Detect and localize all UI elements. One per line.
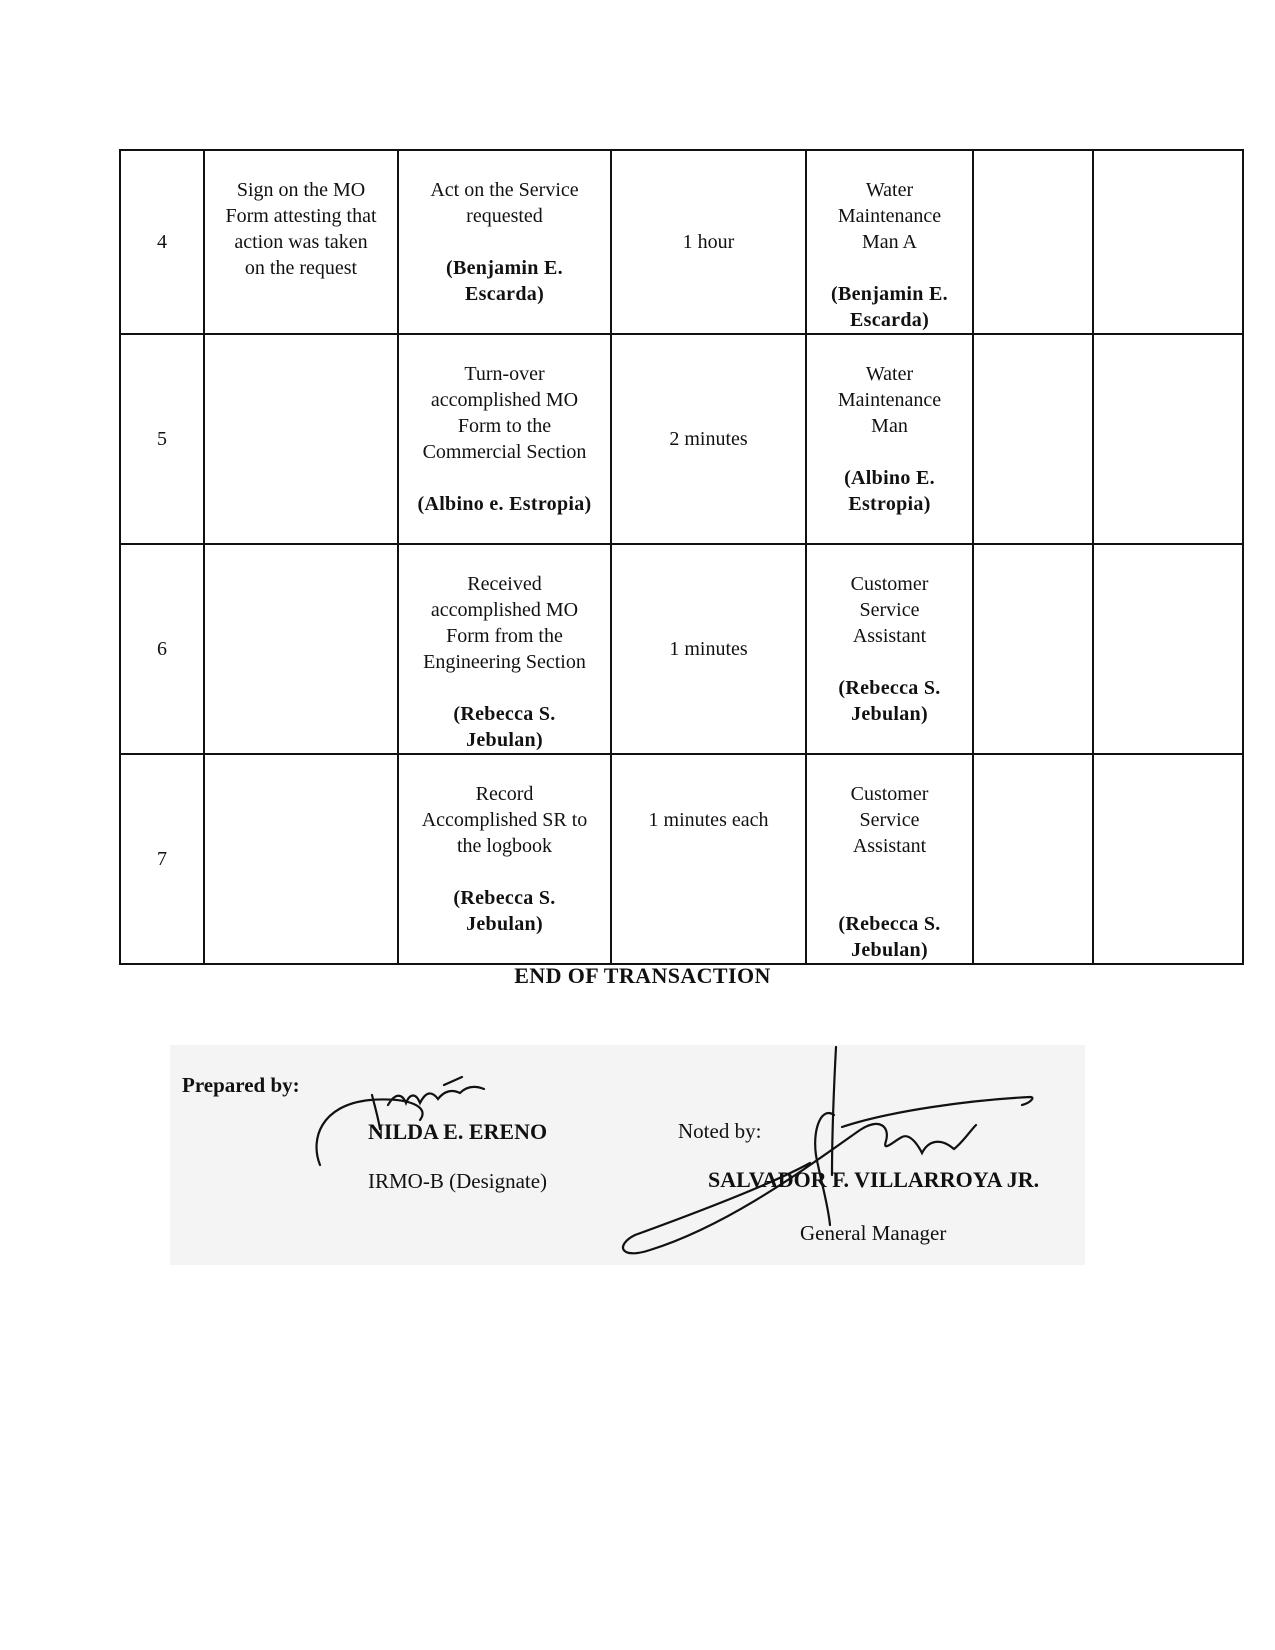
step-number: 7	[120, 754, 204, 964]
responsible-person-text: (Benjamin E. Escarda)	[831, 283, 948, 331]
prepared-by-title: IRMO-B (Designate)	[368, 1169, 548, 1193]
client-step-cell	[204, 544, 398, 754]
responsible-cell	[806, 754, 973, 964]
step-number: 6	[120, 544, 204, 754]
end-of-transaction-label: END OF TRANSACTION	[514, 963, 771, 988]
table-row	[120, 754, 1243, 964]
responsible-text: Customer Service Assistant	[850, 783, 929, 857]
empty-cell	[973, 334, 1093, 544]
responsible-person-text: (Rebecca S. Jebulan)	[838, 913, 941, 961]
agency-action-cell	[398, 150, 611, 334]
empty-cell	[973, 754, 1093, 964]
processing-time-cell: 2 minutes	[611, 334, 806, 544]
empty-cell	[1093, 544, 1243, 754]
responsible-text: Water Maintenance Man	[837, 363, 942, 437]
noted-signature-stroke	[623, 1047, 1032, 1253]
empty-cell	[1093, 754, 1243, 964]
responsible-cell	[806, 334, 973, 544]
client-step-cell	[204, 754, 398, 964]
agency-person-text: (Benjamin E. Escarda)	[446, 257, 563, 305]
client-step-text: Sign on the MO Form attesting that action was taken on the request	[225, 179, 377, 279]
empty-cell	[1093, 334, 1243, 544]
agency-person-text: (Rebecca S. Jebulan)	[453, 703, 556, 751]
agency-action-text: Turn-over accomplished MO Form to the Commercial Section	[422, 363, 587, 463]
responsible-text: Customer Service Assistant	[850, 573, 929, 647]
agency-action-cell	[398, 754, 611, 964]
step-number: 4	[120, 150, 204, 334]
handwritten-signatures	[170, 1045, 1085, 1265]
agency-action-text: Act on the Service requested	[430, 179, 579, 227]
prepared-by-name: NILDA E. ERENO	[368, 1119, 548, 1144]
empty-cell	[1093, 150, 1243, 334]
table-row	[120, 334, 1243, 544]
agency-action-text: Received accomplished MO Form from the Engineering Section	[423, 573, 586, 673]
agency-person-text: (Albino e. Estropia)	[417, 493, 592, 515]
agency-person-text: (Rebecca S. Jebulan)	[453, 887, 556, 935]
processing-time-cell: 1 minutes each	[611, 754, 806, 964]
empty-cell	[973, 150, 1093, 334]
agency-action-cell	[398, 544, 611, 754]
processing-time-cell: 1 hour	[611, 150, 806, 334]
responsible-person-text: (Albino E. Estropia)	[844, 467, 935, 515]
responsible-person-text: (Rebecca S. Jebulan)	[838, 677, 941, 725]
noted-by-name: SALVADOR F. VILLARROYA JR.	[708, 1167, 1040, 1192]
table-row	[120, 150, 1243, 334]
signature-block	[170, 1045, 1085, 1265]
client-step-cell	[204, 334, 398, 544]
table-row	[120, 544, 1243, 754]
responsible-cell	[806, 150, 973, 334]
responsible-cell	[806, 544, 973, 754]
noted-by-label: Noted by:	[678, 1119, 762, 1143]
prepared-by-label: Prepared by:	[182, 1073, 300, 1097]
client-step-cell	[204, 150, 398, 334]
agency-action-text: Record Accomplished SR to the logbook	[421, 783, 588, 857]
prepared-signature-stroke	[317, 1077, 484, 1165]
agency-action-cell	[398, 334, 611, 544]
noted-by-title: General Manager	[800, 1221, 947, 1245]
step-number: 5	[120, 334, 204, 544]
responsible-text: Water Maintenance Man A	[837, 179, 942, 253]
empty-cell	[973, 544, 1093, 754]
processing-time-cell: 1 minutes	[611, 544, 806, 754]
transaction-steps-table	[119, 149, 1244, 965]
